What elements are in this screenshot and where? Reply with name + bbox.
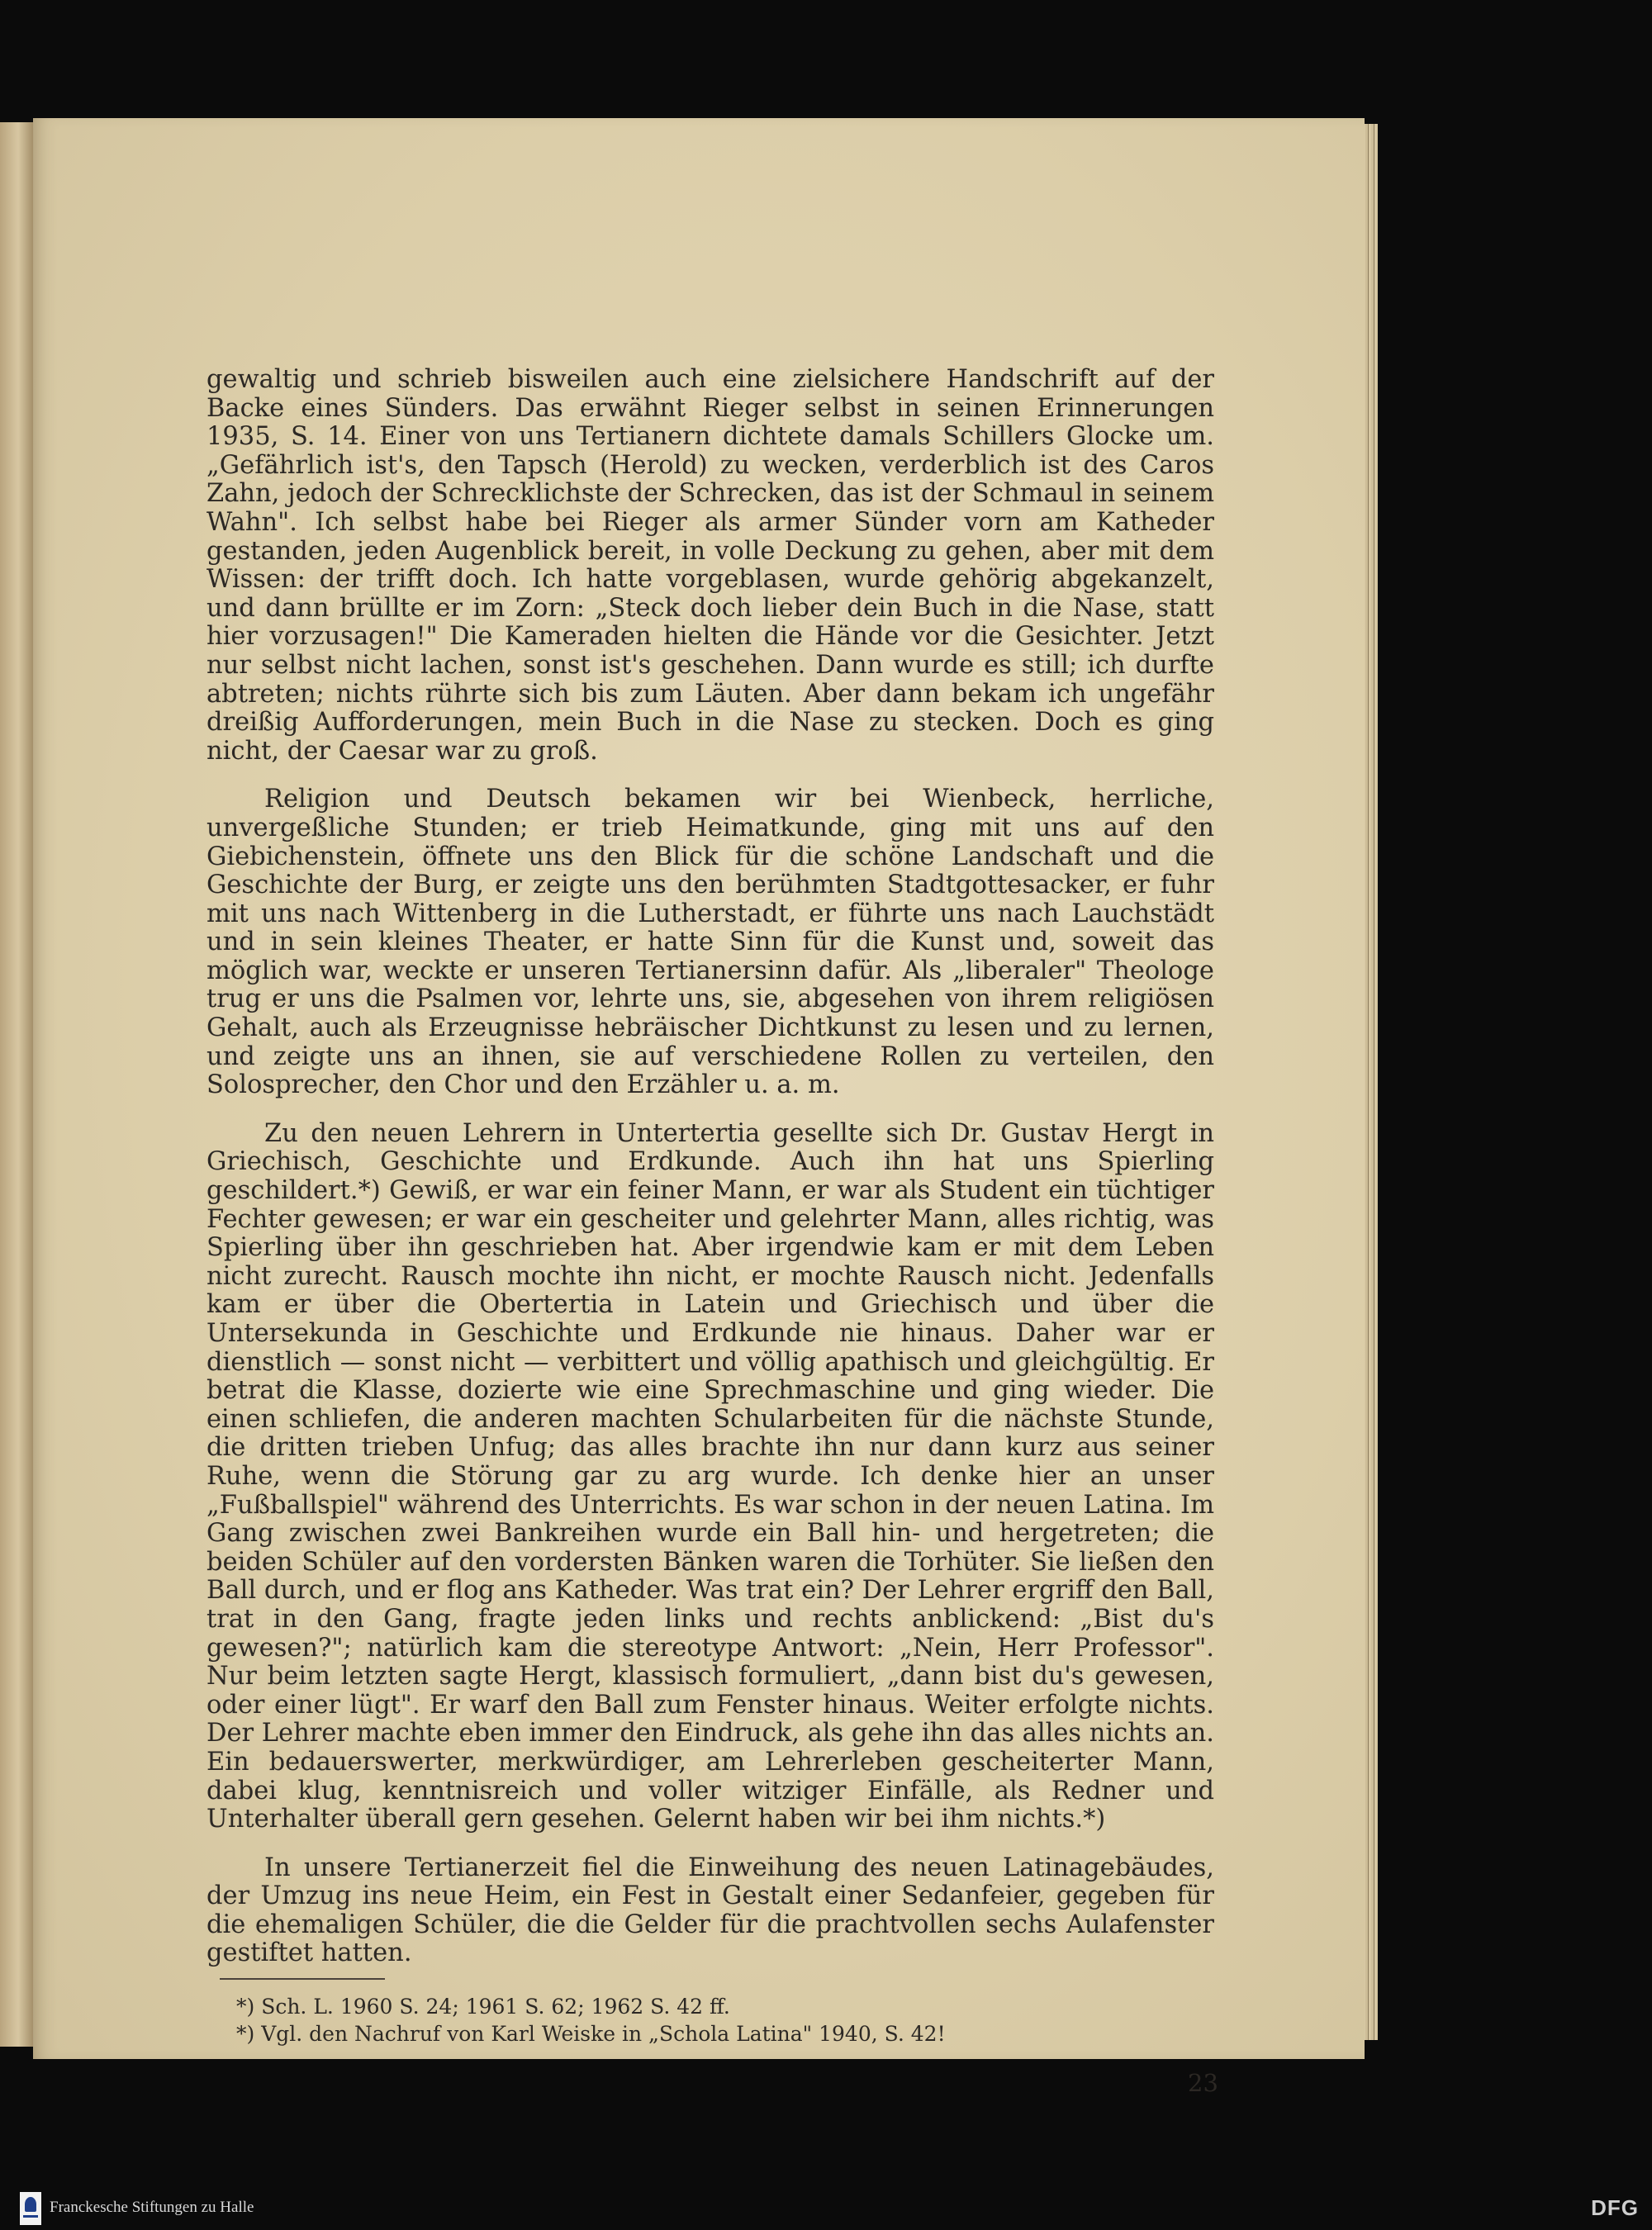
paragraph-3: Zu den neuen Lehrern in Untertertia gesellte sich Dr. Gustav Hergt in Griechisch, Geschichte und Erdkunde. Auch ihn hat uns Spierling geschildert.*) Gewiß, er war ein feiner Mann, er war als Student ein tüchtiger Fechter gewesen; er war ein gescheiter und gelehrter Mann, alles richtig, was Spierling über ihn geschrieben hat. Aber irgendwie kam er mit dem Leben nicht zurecht. Rausch mochte ihn nicht, er mochte Rausch nicht. Jedenfalls kam er über die Obertertia in Latein und Griechisch und über die Untersekunda in Geschichte und Erdkunde nie hinaus. Daher war er dienstlich — sonst nicht — verbittert und völlig apathisch und gleichgültig. Er betrat die Klasse, dozierte wie eine Sprechmaschine und ging wieder. Die einen schliefen, die anderen machten Schularbeiten für die nächste Stunde, die dritten trieben Unfug; das alles brachte ihn nur dann kurz aus seiner Ruhe, wenn die Störung gar zu arg wurde. Ich denke hier an unser „Fußballspiel" während des Unterrichts. Es war schon in der neuen Latina. Im Gang zwischen zwei Bankreihen wurde ein Ball hin- und hergetreten; die beiden Schüler auf den vordersten Bänken waren die Torhüter. Sie ließen den Ball durch, und er flog ans Katheder. Was trat ein? Der Lehrer ergriff den Ball, trat in den Gang, fragte jeden links und rechts anblickend: „Bist du's gewesen?"; natürlich kam die stereotype Antwort: „Nein, Herr Professor". Nur beim letzten sagte Hergt, klassisch formuliert, „dann bist du's gewesen, oder einer lügt". Er warf den Ball zum Fenster hinaus. Weiter erfolgte nichts. Der Lehrer machte eben immer den Eindruck, als gehe ihn das alles nichts an. Ein bedauerswerter, merkwürdiger, am Lehrerleben gescheiterter Mann, dabei klug, kenntnisreich und voller witziger Einfälle, als Redner und Unterhalter überall gern gesehen. Gelernt haben wir bei ihm nichts.*) [206, 1118, 1214, 1834]
footnote-1: *) Sch. L. 1960 S. 24; 1961 S. 62; 1962 S. 42 ff. [236, 1995, 730, 2019]
paragraph-4: In unsere Tertianerzeit fiel die Einweihung des neuen Latinagebäudes, der Umzug ins neue Heim, ein Fest in Gestalt einer Sedanfeier, gegeben für die ehemaligen Schüler, die die Gelder für die prachtvollen sechs Aulafenster gestiftet hatten. [206, 1853, 1214, 1968]
dfg-logo[interactable]: DFG [1591, 2195, 1639, 2220]
body-text [206, 366, 1214, 1968]
book-page [33, 118, 1365, 2097]
francke-foundation-logo-icon[interactable] [20, 2192, 41, 2225]
left-page-edge [0, 122, 33, 2047]
paragraph-2: Religion und Deutsch bekamen wir bei Wienbeck, herrliche, unvergeßliche Stunden; er trieb Heimatkunde, ging mit uns auf den Giebichenstein, öffnete uns den Blick für die schöne Landschaft und die Geschichte der Burg, er zeigte uns den berühmten Stadtgottesacker, er fuhr mit uns nach Wittenberg in die Lutherstadt, er führte uns nach Lauchstädt und in sein kleines Theater, er hatte Sinn für die Kunst und, soweit das möglich war, weckte er unseren Tertianersinn dafür. Als „liberaler" Theologe trug er uns die Psalmen vor, lehrte uns, sie, abgesehen von ihrem religiösen Gehalt, auch als Erzeugnisse hebräischer Dichtkunst zu lesen und zu lernen, und zeigte uns an ihnen, sie auf verschiedene Rollen zu verteilen, den Solosprecher, den Chor und den Erzähler u. a. m. [206, 785, 1214, 1100]
institution-label[interactable]: Franckesche Stiftungen zu Halle [50, 2199, 254, 2216]
paragraph-1: gewaltig und schrieb bisweilen auch eine zielsichere Handschrift auf der Backe eines Sünders. Das erwähnt Rieger selbst in seinen Erinnerungen 1935, S. 14. Einer von uns Tertianern dichtete damals Schillers Glocke um. „Gefährlich ist's, den Tapsch (Herold) zu wecken, verderblich ist des Caros Zahn, jedoch der Schrecklichste der Schrecken, das ist der Schmaul in seinem Wahn". Ich selbst habe bei Rieger als armer Sünder vorn am Katheder gestanden, jeden Augenblick bereit, in volle Deckung zu gehen, aber mit dem Wissen: der trifft doch. Ich hatte vorgeblasen, wurde gehörig abgekanzelt, und dann brüllte er im Zorn: „Steck doch lieber dein Buch in die Nase, statt hier vorzusagen!" Die Kameraden hielten die Hände vor die Gesichter. Jetzt nur selbst nicht lachen, sonst ist's geschehen. Dann wurde es still; ich durfte abtreten; nichts rührte sich bis zum Läuten. Aber dann bekam ich ungefähr dreißig Aufforderungen, mein Buch in die Nase zu stecken. Doch es ging nicht, der Caesar war zu groß. [206, 365, 1214, 766]
footnotes [236, 1993, 1145, 2047]
footnote-rule [220, 1978, 385, 1980]
footnote-2: *) Vgl. den Nachruf von Karl Weiske in „Schola Latina" 1940, S. 42! [236, 2022, 946, 2046]
footer-bar [0, 2187, 1652, 2230]
page-number: 23 [1188, 2069, 1218, 2097]
